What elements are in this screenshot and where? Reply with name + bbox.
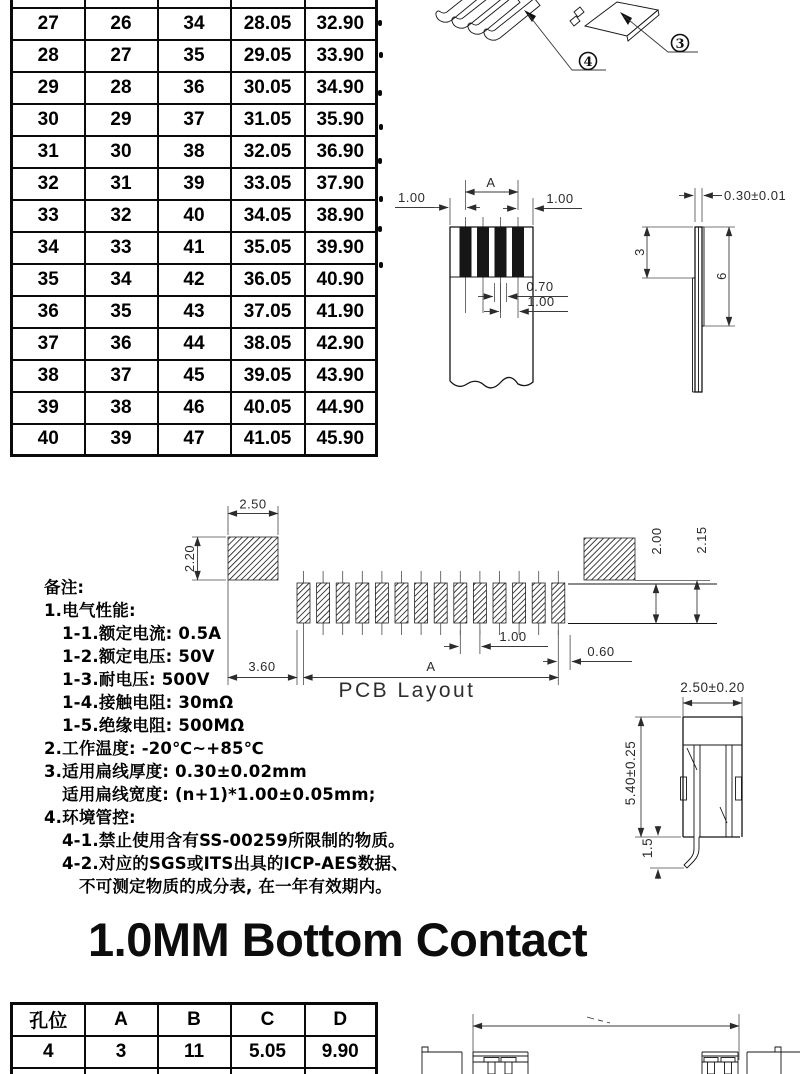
table-cell: 38 [85,392,158,424]
connector-side-view-drawing [600,680,800,915]
dim-overall [473,1014,739,1060]
table-cell: 27 [85,40,158,72]
table-cell: 41 [158,232,231,264]
dim-label-conductor-width: 0.70 [526,279,554,294]
note-line: 备注: [44,578,85,597]
note-line: 3.适用扁线厚度: 0.30±0.02mm [44,762,307,781]
dim-pin [640,826,684,879]
table-cell: 28 [85,72,158,104]
dim-label-pitch: 1.00 [499,629,527,644]
dim-width [680,680,744,720]
note-line: 1-5.绝缘电阻: 500MΩ [62,716,245,735]
table-cell: 40.90 [305,264,377,296]
table-cell: 40 [12,424,85,456]
dim-label-right-margin: 1.00 [546,191,574,206]
note-line: 适用扁线宽度: (n+1)*1.00±0.05mm; [62,785,376,804]
exposed-conductors [460,227,525,277]
table-cell: 42 [158,264,231,296]
table-cell: 37.05 [231,296,305,328]
dim-label-thickness: 0.30±0.01 [724,188,787,203]
pin-dimension-table [10,0,378,457]
table-cell: 39.05 [231,360,305,392]
table-cell: 36.90 [305,136,377,168]
table-row [12,1004,377,1036]
dim-label-total: 2.15 [694,526,709,554]
table-row [12,232,377,264]
table-cell: 26 [85,8,158,40]
scan-artifact [379,52,383,58]
table-cell: 35.90 [305,104,377,136]
table-cell: 33 [12,200,85,232]
hole-dimension-table [10,1002,378,1074]
table-cell: 37 [85,360,158,392]
table-cell: 9.90 [305,1036,377,1068]
note-line: 1-2.额定电压: 50V [62,647,215,666]
table-cell: 38.90 [305,200,377,232]
table-cell: 孔位 [12,1004,85,1036]
dim-label-span: A [426,659,436,674]
table-cell: 37 [12,328,85,360]
table-row [12,104,377,136]
dim-thickness [679,188,786,222]
cable-side-view [693,227,705,392]
table-cell: 27 [12,8,85,40]
dim-label-edge: 0.60 [587,644,615,659]
table-cell: A [85,1004,158,1036]
note-line: 4-2.对应的SGS或ITS出具的ICP-AES数据、 [62,854,408,873]
note-line: 不可测定物质的成分表, 在一年有效期内。 [79,877,393,896]
solder-pin [684,837,699,868]
table-cell: 44.90 [305,392,377,424]
table-cell: 40 [158,200,231,232]
table-cell: 30 [85,136,158,168]
table-row [12,1036,377,1068]
table-cell: 44 [158,328,231,360]
dim-label-gap: 2.00 [649,527,664,555]
table-cell: 30.05 [231,72,305,104]
dim-right-margin [503,191,582,209]
dim-label-height: 5.40±0.25 [623,740,638,806]
note-line: 1.电气性能: [44,601,136,620]
table-cell: 34 [158,8,231,40]
note-line: 4.环境管控: [44,808,136,827]
dim-label-exposed: 3 [632,248,647,256]
table-row [12,40,377,72]
table-cell: 31.05 [231,104,305,136]
table-cell: 41.05 [231,424,305,456]
table-cell: 28.05 [231,8,305,40]
table-row [12,136,377,168]
table-cell: 4 [12,1036,85,1068]
section-title: 1.0MM Bottom Contact [88,913,588,966]
table-cell: 40.05 [231,392,305,424]
scan-artifact [379,124,383,130]
dim-pad-height [182,537,226,580]
table-cell: 46 [158,392,231,424]
dim-label-pad-width: 2.50 [239,496,267,512]
dim-label-width: 2.50±0.20 [680,680,745,695]
dim-left-margin [395,190,480,208]
dim-label-left-margin: 1.00 [398,190,426,205]
table-cell: 39.90 [305,232,377,264]
table-cell: 30 [12,104,85,136]
note-line: 1-3.耐电压: 500V [62,670,210,689]
spec-table [10,0,378,457]
table-row [12,392,377,424]
front-body [422,1047,800,1074]
dim-label-pad-height: 2.20 [182,544,197,573]
table-cell: 39 [12,392,85,424]
table-cell: B [158,1004,231,1036]
dim-edge [543,635,632,670]
connector-front-view-drawing [415,1000,800,1074]
table-cell: 36.05 [231,264,305,296]
callout-3-number: 3 [675,37,685,52]
dim-height [623,717,681,837]
table-cell: 29 [12,72,85,104]
callout-4-number: 4 [583,55,593,70]
dim-label-pin: 1.5 [640,837,655,859]
note-line: 1-4.接触电阻: 30mΩ [62,693,234,712]
table-cell: 3 [85,1036,158,1068]
table-row [12,168,377,200]
table-cell: 35.05 [231,232,305,264]
table-cell: 37 [158,104,231,136]
table-cell: 43.90 [305,360,377,392]
table-cell: 43 [158,296,231,328]
actuator-plate [570,2,659,41]
table-cell: 36 [85,328,158,360]
contact-pins [436,0,540,40]
dim-label-side-margin: 3.60 [248,659,276,674]
dim-span-a [466,175,519,210]
table-cell: 41.90 [305,296,377,328]
note-line: 1-1.额定电流: 0.5A [62,624,222,643]
table-cell: 38.05 [231,328,305,360]
table-cell: 29 [85,104,158,136]
table-cell: 45 [158,360,231,392]
table-cell: 33 [85,232,158,264]
table-cell: 32.90 [305,8,377,40]
spec-table [10,1002,378,1074]
table-cell: 34.90 [305,72,377,104]
table-cell: 35 [85,296,158,328]
table-row [12,296,377,328]
table-cell: 34 [85,264,158,296]
table-cell: 32 [85,200,158,232]
table-row [12,424,377,456]
dim-pad-width [228,497,278,536]
table-cell: 37.90 [305,168,377,200]
scan-artifact [379,196,383,202]
table-cell: 45.90 [305,424,377,456]
table-cell: 35 [158,40,231,72]
scan-artifact [378,226,382,232]
board-edge-lines [568,584,717,624]
scan-artifact [378,20,382,26]
table-row [12,264,377,296]
table-cell: 11 [158,1036,231,1068]
table-cell: 38 [12,360,85,392]
table-cell: 34.05 [231,200,305,232]
table-row [12,328,377,360]
connector-body [681,717,743,868]
table-cell: 42.90 [305,328,377,360]
dim-label-stiffener: 6 [714,272,729,280]
table-cell: 5.05 [231,1036,305,1068]
table-row [12,200,377,232]
scan-artifact [378,158,382,164]
table-row [12,72,377,104]
cable-dimension-drawing [390,150,800,412]
table-cell: 36 [158,72,231,104]
dim-gap [649,527,664,623]
table-cell: 34 [12,232,85,264]
table-cell: 33.90 [305,40,377,72]
table-row-partial [12,0,377,8]
table-row [12,360,377,392]
table-cell: 36 [12,296,85,328]
note-line: 4-1.禁止使用含有SS-00259所限制的物质。 [62,831,405,850]
notes-block [44,576,464,898]
dim-stiffener-length [702,227,735,326]
table-cell: 29.05 [231,40,305,72]
dim-label-a: A [486,175,496,190]
anchor-pads [228,537,635,580]
dim-total [635,526,710,623]
table-cell: 31 [85,168,158,200]
dim-label-illegible [587,1017,610,1023]
dim-label-pitch: 1.00 [527,294,555,309]
note-line: 2.工作温度: -20℃~+85℃ [44,739,264,758]
table-cell: 33.05 [231,168,305,200]
dim-exposed-length [632,227,693,278]
table-cell: 28 [12,40,85,72]
table-row-partial [12,1068,377,1074]
pcb-layout-caption: PCB Layout [338,679,476,702]
iso-view-drawing [400,0,800,92]
table-cell: C [231,1004,305,1036]
table-cell: 32.05 [231,136,305,168]
table-cell: 39 [158,168,231,200]
table-cell: 39 [85,424,158,456]
table-cell: D [305,1004,377,1036]
table-cell: 35 [12,264,85,296]
table-cell: 47 [158,424,231,456]
scan-artifact [379,262,383,268]
table-cell: 32 [12,168,85,200]
table-row [12,8,377,40]
scan-artifact [378,90,382,96]
table-cell: 31 [12,136,85,168]
table-cell: 38 [158,136,231,168]
